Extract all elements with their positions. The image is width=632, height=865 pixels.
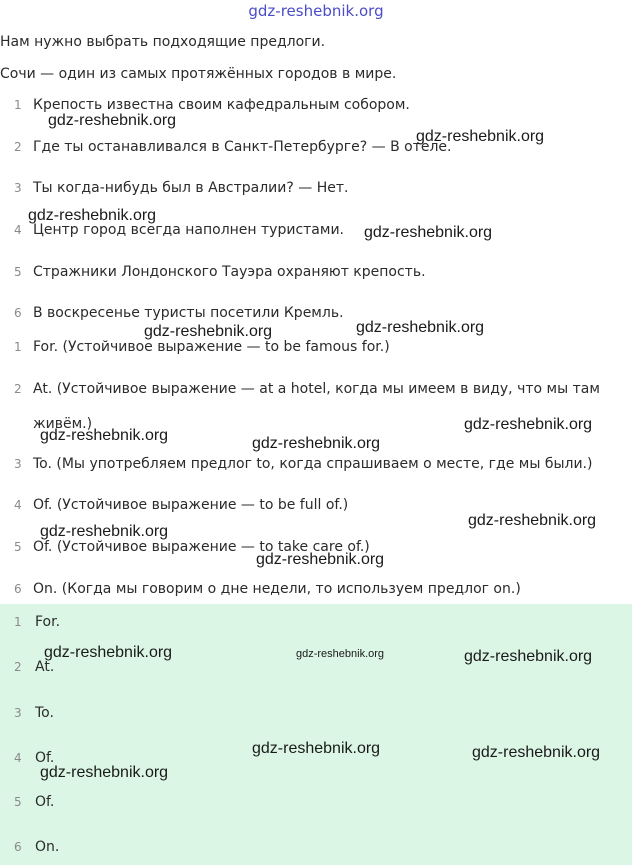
- watermark: gdz-reshebnik.org: [40, 523, 169, 540]
- answer-text: Of.: [35, 794, 55, 810]
- example-text: Сочи — один из самых протяжённых городов в мире.: [0, 66, 397, 82]
- explanation-text: Of. (Устойчивое выражение — to be full of.): [33, 497, 349, 513]
- intro-text: Нам нужно выбрать подходящие предлоги.: [0, 34, 326, 50]
- item-number: 3: [14, 457, 22, 471]
- site-header-link[interactable]: gdz-reshebnik.org: [248, 2, 384, 20]
- sentence-text: Центр город всегда наполнен туристами.: [33, 222, 344, 238]
- sentence-text: Ты когда-нибудь был в Австралии? — Нет.: [33, 180, 349, 196]
- item-number: 6: [14, 840, 22, 854]
- item-number: 5: [14, 265, 22, 279]
- watermark: gdz-reshebnik.org: [468, 512, 597, 529]
- watermark: gdz-reshebnik.org: [464, 648, 593, 665]
- sentence-text: Стражники Лондонского Тауэра охраняют крепость.: [33, 264, 426, 280]
- item-number: 6: [14, 582, 22, 596]
- explanation-text: To. (Мы употребляем предлог to, когда спрашиваем о месте, где мы были.): [33, 456, 593, 472]
- item-number: 5: [14, 540, 22, 554]
- item-number: 4: [14, 751, 22, 765]
- watermark: gdz-reshebnik.org: [144, 323, 273, 340]
- watermark: gdz-reshebnik.org: [296, 648, 385, 660]
- explanation-text: On. (Когда мы говорим о дне недели, то используем предлог on.): [33, 581, 521, 597]
- watermark: gdz-reshebnik.org: [364, 224, 493, 241]
- watermark: gdz-reshebnik.org: [48, 112, 177, 129]
- watermark: gdz-reshebnik.org: [28, 207, 157, 224]
- item-number: 2: [14, 660, 22, 674]
- item-number: 5: [14, 795, 22, 809]
- watermark: gdz-reshebnik.org: [40, 427, 169, 444]
- sentence-text: Крепость известна своим кафедральным собором.: [33, 97, 410, 113]
- sentence-text: В воскресенье туристы посетили Кремль.: [33, 305, 344, 321]
- item-number: 1: [14, 615, 22, 629]
- watermark: gdz-reshebnik.org: [256, 551, 385, 568]
- answer-text: On.: [35, 839, 60, 855]
- explanation-text: For. (Устойчивое выражение — to be famous for.): [33, 339, 390, 355]
- item-number: 3: [14, 706, 22, 720]
- watermark: gdz-reshebnik.org: [356, 319, 485, 336]
- item-number: 4: [14, 498, 22, 512]
- watermark: gdz-reshebnik.org: [44, 644, 173, 661]
- watermark: gdz-reshebnik.org: [40, 764, 169, 781]
- explanation-text: Of. (Устойчивое выражение — to take care of.): [33, 539, 370, 555]
- item-number: 2: [14, 382, 22, 396]
- item-number: 1: [14, 98, 22, 112]
- answer-text: To.: [35, 705, 54, 721]
- explanation-text: At. (Устойчивое выражение — at a hotel, когда мы имеем в виду, что мы там живём.): [33, 381, 600, 432]
- watermark: gdz-reshebnik.org: [464, 416, 593, 433]
- answer-text: At.: [35, 659, 55, 675]
- watermark: gdz-reshebnik.org: [472, 744, 601, 761]
- answer-text: Of.: [35, 750, 55, 766]
- item-number: 2: [14, 140, 22, 154]
- item-number: 4: [14, 223, 22, 237]
- item-number: 1: [14, 340, 22, 354]
- watermark: gdz-reshebnik.org: [252, 435, 381, 452]
- watermark: gdz-reshebnik.org: [252, 740, 381, 757]
- item-number: 6: [14, 306, 22, 320]
- sentence-text: Где ты останавливался в Санкт-Петербурге? — В отеле.: [33, 139, 452, 155]
- answer-text: For.: [35, 614, 61, 630]
- item-number: 3: [14, 181, 22, 195]
- watermark: gdz-reshebnik.org: [416, 128, 545, 145]
